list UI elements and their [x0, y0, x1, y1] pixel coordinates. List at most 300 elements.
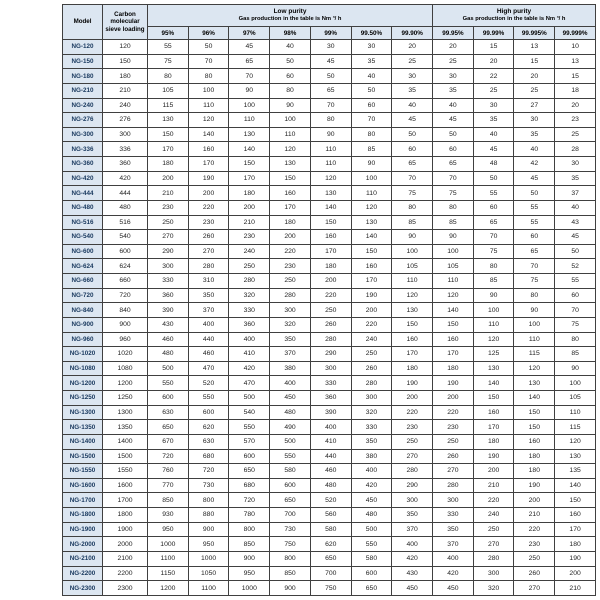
gas-production-value-cell: 35 [514, 127, 555, 142]
gas-production-value-cell: 55 [555, 274, 596, 289]
gas-production-value-cell: 180 [310, 259, 351, 274]
sieve-loading-cell: 624 [103, 259, 148, 274]
purity-percent-header: 99.50% [351, 27, 392, 40]
gas-production-value-cell: 390 [310, 405, 351, 420]
model-cell: NG-276 [63, 113, 103, 128]
gas-production-value-cell: 220 [433, 405, 474, 420]
gas-production-value-cell: 37 [555, 186, 596, 201]
gas-production-value-cell: 100 [188, 83, 229, 98]
model-cell: NG-1020 [63, 347, 103, 362]
gas-production-value-cell: 210 [555, 581, 596, 596]
gas-production-value-cell: 80 [433, 200, 474, 215]
gas-production-value-cell: 110 [270, 127, 311, 142]
sieve-loading-cell: 516 [103, 215, 148, 230]
gas-production-value-cell: 420 [229, 361, 270, 376]
gas-production-value-cell: 130 [555, 449, 596, 464]
gas-production-value-cell: 40 [270, 40, 311, 55]
gas-production-value-cell: 100 [270, 113, 311, 128]
gas-production-value-cell: 150 [514, 405, 555, 420]
gas-production-value-cell: 20 [433, 40, 474, 55]
gas-production-value-cell: 160 [514, 434, 555, 449]
gas-production-value-cell: 90 [514, 303, 555, 318]
gas-production-value-cell: 100 [229, 98, 270, 113]
table-row [63, 157, 596, 172]
gas-production-value-cell: 190 [351, 288, 392, 303]
purity-percent-header: 99.995% [514, 27, 555, 40]
gas-production-value-cell: 150 [229, 157, 270, 172]
gas-production-value-cell: 140 [473, 376, 514, 391]
gas-production-value-cell: 120 [514, 361, 555, 376]
gas-production-value-cell: 410 [310, 434, 351, 449]
gas-production-value-cell: 230 [188, 215, 229, 230]
gas-production-value-cell: 950 [229, 566, 270, 581]
gas-production-value-cell: 220 [392, 405, 433, 420]
gas-production-value-cell: 140 [229, 142, 270, 157]
sieve-loading-cell: 1250 [103, 391, 148, 406]
gas-production-value-cell: 240 [229, 244, 270, 259]
gas-production-value-cell: 200 [188, 186, 229, 201]
gas-production-value-cell: 500 [351, 522, 392, 537]
gas-production-value-cell: 250 [514, 551, 555, 566]
gas-production-value-cell: 55 [148, 40, 189, 55]
gas-production-value-cell: 550 [188, 391, 229, 406]
gas-production-value-cell: 28 [555, 142, 596, 157]
table-row [63, 332, 596, 347]
gas-production-value-cell: 260 [310, 317, 351, 332]
gas-production-value-cell: 210 [148, 186, 189, 201]
gas-production-value-cell: 150 [392, 317, 433, 332]
gas-production-value-cell: 110 [433, 274, 474, 289]
gas-production-value-cell: 18 [555, 83, 596, 98]
gas-production-value-cell: 25 [514, 83, 555, 98]
gas-production-value-cell: 130 [392, 303, 433, 318]
sieve-loading-cell: 1300 [103, 405, 148, 420]
purity-percent-header: 95% [148, 27, 189, 40]
table-row [63, 420, 596, 435]
gas-production-value-cell: 70 [555, 303, 596, 318]
gas-production-value-cell: 370 [433, 537, 474, 552]
gas-production-value-cell: 200 [473, 464, 514, 479]
gas-production-value-cell: 650 [229, 464, 270, 479]
gas-production-value-cell: 190 [473, 449, 514, 464]
sieve-loading-cell: 840 [103, 303, 148, 318]
table-row [63, 361, 596, 376]
gas-production-value-cell: 180 [473, 434, 514, 449]
gas-production-value-cell: 140 [433, 303, 474, 318]
gas-production-value-cell: 20 [392, 40, 433, 55]
gas-production-value-cell: 180 [433, 361, 474, 376]
gas-production-value-cell: 50 [351, 83, 392, 98]
gas-production-value-cell: 85 [473, 274, 514, 289]
gas-production-value-cell: 45 [433, 113, 474, 128]
gas-production-value-cell: 45 [310, 54, 351, 69]
sieve-loading-cell: 1080 [103, 361, 148, 376]
gas-production-value-cell: 780 [229, 508, 270, 523]
gas-production-value-cell: 50 [188, 40, 229, 55]
gas-production-value-cell: 800 [188, 493, 229, 508]
model-cell: NG-1700 [63, 493, 103, 508]
table-row [63, 347, 596, 362]
gas-production-value-cell: 600 [351, 566, 392, 581]
gas-production-value-cell: 10 [555, 40, 596, 55]
table-row [63, 40, 596, 55]
gas-production-value-cell: 250 [473, 522, 514, 537]
spec-sheet [62, 4, 596, 596]
gas-production-value-cell: 160 [351, 259, 392, 274]
gas-production-value-cell: 190 [188, 171, 229, 186]
gas-production-value-cell: 270 [514, 581, 555, 596]
gas-production-value-cell: 160 [473, 405, 514, 420]
gas-production-value-cell: 230 [148, 200, 189, 215]
gas-production-value-cell: 160 [555, 508, 596, 523]
gas-production-value-cell: 170 [433, 347, 474, 362]
gas-production-value-cell: 470 [229, 376, 270, 391]
table-row [63, 566, 596, 581]
gas-production-value-cell: 950 [188, 537, 229, 552]
gas-production-value-cell: 330 [148, 274, 189, 289]
gas-production-value-cell: 150 [514, 420, 555, 435]
model-column-header: Model [63, 5, 103, 40]
gas-production-value-cell: 60 [514, 230, 555, 245]
gas-production-value-cell: 330 [433, 508, 474, 523]
sieve-loading-cell: 1900 [103, 522, 148, 537]
gas-production-value-cell: 170 [270, 200, 311, 215]
gas-production-value-cell: 630 [188, 434, 229, 449]
gas-production-value-cell: 30 [310, 40, 351, 55]
model-cell: NG-1250 [63, 391, 103, 406]
gas-production-value-cell: 50 [555, 244, 596, 259]
gas-production-value-cell: 150 [148, 127, 189, 142]
gas-production-value-cell: 400 [351, 464, 392, 479]
gas-production-value-cell: 290 [392, 478, 433, 493]
gas-production-value-cell: 110 [229, 113, 270, 128]
gas-production-value-cell: 30 [392, 69, 433, 84]
gas-production-value-cell: 270 [392, 449, 433, 464]
model-cell: NG-120 [63, 40, 103, 55]
purity-percent-header: 99.90% [392, 27, 433, 40]
gas-production-value-cell: 430 [148, 317, 189, 332]
high-purity-title: High purity [496, 8, 532, 16]
model-cell: NG-1550 [63, 464, 103, 479]
gas-production-value-cell: 550 [351, 537, 392, 552]
gas-production-value-cell: 43 [555, 215, 596, 230]
gas-production-value-cell: 1000 [229, 581, 270, 596]
gas-production-value-cell: 160 [433, 332, 474, 347]
model-cell: NG-420 [63, 171, 103, 186]
gas-production-value-cell: 100 [351, 171, 392, 186]
gas-production-value-cell: 550 [148, 376, 189, 391]
gas-production-value-cell: 130 [514, 376, 555, 391]
gas-production-value-cell: 280 [392, 464, 433, 479]
table-row [63, 303, 596, 318]
gas-production-value-cell: 380 [270, 361, 311, 376]
gas-production-value-cell: 35 [555, 171, 596, 186]
gas-production-value-cell: 90 [310, 127, 351, 142]
gas-production-value-cell: 85 [555, 347, 596, 362]
gas-production-value-cell: 75 [148, 54, 189, 69]
sieve-loading-cell: 300 [103, 127, 148, 142]
gas-production-value-cell: 180 [514, 464, 555, 479]
gas-production-value-cell: 50 [433, 127, 474, 142]
gas-production-value-cell: 440 [310, 449, 351, 464]
purity-percent-header: 99.999% [555, 27, 596, 40]
gas-production-value-cell: 230 [433, 420, 474, 435]
gas-production-value-cell: 110 [392, 274, 433, 289]
gas-production-value-cell: 230 [229, 230, 270, 245]
model-cell: NG-2100 [63, 551, 103, 566]
model-cell: NG-1800 [63, 508, 103, 523]
gas-production-value-cell: 20 [514, 69, 555, 84]
gas-production-value-cell: 200 [270, 230, 311, 245]
gas-production-value-cell: 85 [392, 215, 433, 230]
gas-production-value-cell: 110 [473, 317, 514, 332]
model-cell: NG-480 [63, 200, 103, 215]
gas-production-value-cell: 180 [270, 215, 311, 230]
gas-production-value-cell: 1000 [188, 551, 229, 566]
table-row [63, 69, 596, 84]
gas-production-value-cell: 500 [148, 361, 189, 376]
high-purity-group-header [433, 5, 596, 27]
gas-production-value-cell: 90 [473, 288, 514, 303]
table-row [63, 537, 596, 552]
model-cell: NG-360 [63, 157, 103, 172]
gas-production-value-cell: 20 [555, 98, 596, 113]
gas-production-value-cell: 190 [433, 376, 474, 391]
gas-production-value-cell: 60 [351, 98, 392, 113]
table-row [63, 200, 596, 215]
gas-production-value-cell: 300 [392, 493, 433, 508]
gas-production-value-cell: 320 [229, 288, 270, 303]
gas-production-value-cell: 120 [473, 332, 514, 347]
gas-production-value-cell: 470 [188, 361, 229, 376]
table-row [63, 274, 596, 289]
gas-production-value-cell: 480 [270, 405, 311, 420]
gas-production-value-cell: 90 [270, 98, 311, 113]
gas-production-value-cell: 290 [310, 347, 351, 362]
gas-production-value-cell: 1100 [148, 551, 189, 566]
gas-production-value-cell: 160 [270, 186, 311, 201]
table-row [63, 551, 596, 566]
gas-production-value-cell: 130 [310, 186, 351, 201]
gas-production-value-cell: 35 [392, 83, 433, 98]
gas-production-value-cell: 55 [514, 200, 555, 215]
gas-production-value-cell: 115 [148, 98, 189, 113]
gas-production-value-cell: 105 [392, 259, 433, 274]
gas-production-value-cell: 720 [188, 464, 229, 479]
gas-production-value-cell: 880 [188, 508, 229, 523]
gas-production-value-cell: 800 [270, 551, 311, 566]
gas-production-value-cell: 45 [473, 142, 514, 157]
model-cell: NG-516 [63, 215, 103, 230]
gas-production-value-cell: 35 [433, 83, 474, 98]
gas-production-value-cell: 550 [229, 420, 270, 435]
gas-production-value-cell: 900 [188, 522, 229, 537]
gas-production-value-cell: 290 [148, 244, 189, 259]
gas-production-value-cell: 900 [270, 581, 311, 596]
purity-percent-header: 98% [270, 27, 311, 40]
gas-production-value-cell: 80 [148, 69, 189, 84]
table-row [63, 434, 596, 449]
gas-production-value-cell: 480 [310, 478, 351, 493]
gas-production-value-cell: 320 [473, 581, 514, 596]
model-cell: NG-1500 [63, 449, 103, 464]
gas-production-value-cell: 420 [351, 478, 392, 493]
table-row [63, 288, 596, 303]
gas-production-value-cell: 135 [555, 464, 596, 479]
gas-production-value-cell: 50 [473, 171, 514, 186]
gas-production-value-cell: 120 [351, 200, 392, 215]
gas-production-value-cell: 210 [473, 478, 514, 493]
gas-production-value-cell: 120 [188, 113, 229, 128]
gas-production-value-cell: 50 [270, 54, 311, 69]
gas-production-value-cell: 240 [351, 332, 392, 347]
sieve-loading-cell: 540 [103, 230, 148, 245]
sieve-loading-cell: 120 [103, 40, 148, 55]
gas-production-value-cell: 210 [229, 215, 270, 230]
gas-production-value-cell: 400 [229, 332, 270, 347]
gas-production-value-cell: 280 [473, 551, 514, 566]
gas-production-value-cell: 750 [310, 581, 351, 596]
gas-production-value-cell: 520 [188, 376, 229, 391]
gas-production-value-cell: 600 [188, 405, 229, 420]
gas-production-value-cell: 150 [473, 391, 514, 406]
gas-production-value-cell: 65 [433, 157, 474, 172]
gas-production-value-cell: 45 [229, 40, 270, 55]
gas-production-value-cell: 15 [555, 69, 596, 84]
gas-production-value-cell: 300 [351, 391, 392, 406]
gas-production-value-cell: 50 [514, 186, 555, 201]
gas-production-value-cell: 60 [473, 200, 514, 215]
gas-production-value-cell: 70 [351, 113, 392, 128]
gas-production-value-cell: 650 [270, 493, 311, 508]
gas-production-value-cell: 35 [351, 54, 392, 69]
gas-production-value-cell: 460 [148, 332, 189, 347]
sieve-loading-cell: 360 [103, 157, 148, 172]
table-row [63, 449, 596, 464]
table-row [63, 493, 596, 508]
gas-production-value-cell: 320 [270, 317, 311, 332]
high-purity-subtitle: Gas production in the table is Nm ³/ h [462, 15, 566, 22]
gas-production-value-cell: 650 [351, 581, 392, 596]
gas-production-value-cell: 370 [392, 522, 433, 537]
gas-production-value-cell: 480 [351, 508, 392, 523]
table-row [63, 127, 596, 142]
model-cell: NG-1400 [63, 434, 103, 449]
gas-production-value-cell: 110 [310, 142, 351, 157]
gas-production-value-cell: 720 [148, 449, 189, 464]
model-cell: NG-540 [63, 230, 103, 245]
low-purity-title: Low purity [273, 8, 307, 16]
gas-production-value-cell: 30 [514, 113, 555, 128]
gas-production-value-cell: 330 [351, 420, 392, 435]
table-header [63, 5, 596, 40]
gas-production-value-cell: 130 [148, 113, 189, 128]
sieve-loading-cell: 600 [103, 244, 148, 259]
gas-production-value-cell: 160 [310, 230, 351, 245]
sieve-loading-cell: 420 [103, 171, 148, 186]
gas-production-value-cell: 450 [433, 581, 474, 596]
gas-production-value-cell: 170 [310, 244, 351, 259]
gas-production-value-cell: 220 [514, 522, 555, 537]
gas-production-value-cell: 160 [392, 332, 433, 347]
gas-production-value-cell: 180 [148, 157, 189, 172]
gas-production-value-cell: 48 [473, 157, 514, 172]
gas-production-value-cell: 230 [392, 420, 433, 435]
model-cell: NG-210 [63, 83, 103, 98]
gas-production-value-cell: 180 [514, 449, 555, 464]
gas-production-value-cell: 80 [473, 259, 514, 274]
gas-production-value-cell: 570 [229, 434, 270, 449]
model-cell: NG-2200 [63, 566, 103, 581]
gas-production-value-cell: 170 [351, 274, 392, 289]
table-row [63, 522, 596, 537]
gas-production-value-cell: 110 [514, 332, 555, 347]
gas-production-value-cell: 150 [555, 493, 596, 508]
table-row [63, 464, 596, 479]
model-cell: NG-2300 [63, 581, 103, 596]
gas-production-value-cell: 380 [351, 449, 392, 464]
table-row [63, 478, 596, 493]
gas-production-value-cell: 70 [188, 54, 229, 69]
gas-production-value-cell: 300 [433, 493, 474, 508]
gas-production-value-cell: 370 [188, 303, 229, 318]
gas-production-value-cell: 200 [310, 274, 351, 289]
gas-production-value-cell: 27 [514, 98, 555, 113]
sieve-loading-cell: 2000 [103, 537, 148, 552]
gas-production-value-cell: 500 [270, 434, 311, 449]
gas-production-value-cell: 220 [310, 288, 351, 303]
table-row [63, 376, 596, 391]
gas-production-value-cell: 400 [270, 376, 311, 391]
gas-production-value-cell: 60 [433, 142, 474, 157]
gas-production-value-cell: 800 [229, 522, 270, 537]
gas-production-value-cell: 280 [351, 376, 392, 391]
sieve-loading-cell: 444 [103, 186, 148, 201]
gas-production-value-cell: 30 [433, 69, 474, 84]
sieve-loading-cell: 276 [103, 113, 148, 128]
gas-production-value-cell: 80 [351, 127, 392, 142]
sieve-loading-cell: 2100 [103, 551, 148, 566]
gas-production-value-cell: 250 [392, 434, 433, 449]
gas-production-value-cell: 460 [188, 347, 229, 362]
purity-percent-header: 99.95% [433, 27, 474, 40]
gas-production-value-cell: 65 [392, 157, 433, 172]
gas-production-value-cell: 360 [310, 391, 351, 406]
gas-production-value-cell: 55 [514, 215, 555, 230]
gas-production-value-cell: 310 [188, 274, 229, 289]
gas-production-value-cell: 700 [310, 566, 351, 581]
gas-production-value-cell: 170 [392, 347, 433, 362]
gas-production-value-cell: 150 [433, 317, 474, 332]
gas-production-value-cell: 110 [555, 405, 596, 420]
gas-production-value-cell: 650 [310, 551, 351, 566]
gas-production-value-cell: 200 [392, 391, 433, 406]
gas-production-value-cell: 430 [392, 566, 433, 581]
gas-production-value-cell: 270 [188, 244, 229, 259]
gas-production-value-cell: 200 [433, 391, 474, 406]
gas-production-value-cell: 80 [514, 288, 555, 303]
table-row [63, 215, 596, 230]
gas-production-value-cell: 190 [392, 376, 433, 391]
gas-production-value-cell: 150 [310, 215, 351, 230]
gas-production-value-cell: 30 [555, 157, 596, 172]
gas-production-value-cell: 60 [270, 69, 311, 84]
gas-production-value-cell: 140 [188, 127, 229, 142]
gas-production-value-cell: 40 [514, 142, 555, 157]
gas-production-value-cell: 280 [188, 259, 229, 274]
gas-production-value-cell: 60 [555, 288, 596, 303]
gas-production-value-cell: 760 [148, 464, 189, 479]
